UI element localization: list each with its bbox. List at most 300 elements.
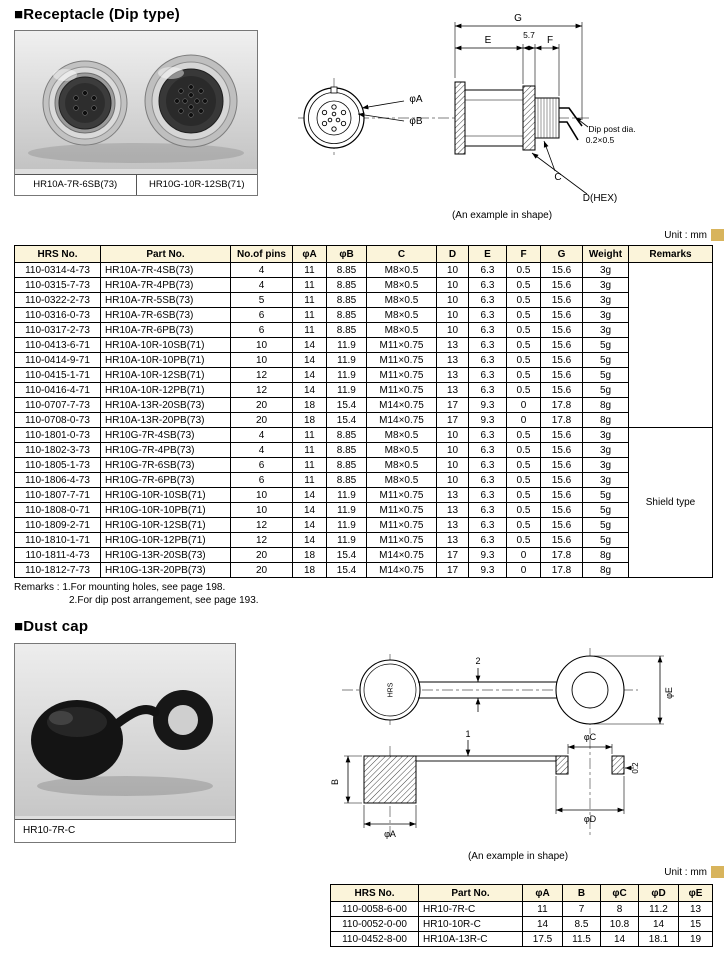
table-cell: 15.6 (541, 353, 583, 368)
table-cell: M11×0.75 (367, 383, 437, 398)
dip-posts (559, 108, 582, 140)
note-line-1: Remarks : 1.For mounting holes, see page 198. (14, 582, 226, 593)
table-cell: 15.6 (541, 368, 583, 383)
unit-row-dustcap (400, 866, 724, 878)
table-cell: 14 (293, 353, 327, 368)
table-cell: 8 (601, 902, 639, 917)
table-cell: 14 (523, 917, 563, 932)
table-cell: 9.3 (469, 413, 507, 428)
table-cell: 6.3 (469, 278, 507, 293)
table-cell: 4 (231, 278, 293, 293)
table-cell: 15.4 (327, 398, 367, 413)
table-row (15, 428, 713, 443)
table-row (15, 353, 713, 368)
table-cell: 13 (437, 533, 469, 548)
table-cell: 0 (507, 413, 541, 428)
table-cell: M8×0.5 (367, 293, 437, 308)
dustcap-section-title: ■Dust cap (14, 618, 89, 635)
table-cell: 0.5 (507, 458, 541, 473)
dip-post-note-line2: 0.2×0.5 (585, 135, 615, 145)
table-cell: 3g (583, 458, 629, 473)
table-cell: 17 (437, 398, 469, 413)
dim-label-d-hex: D(HEX) (582, 193, 618, 204)
dim-label-phi-d: φD (583, 814, 597, 824)
table-cell: 18 (293, 548, 327, 563)
table-cell: 15.6 (541, 263, 583, 278)
table-cell: M11×0.75 (367, 503, 437, 518)
column-header: B (563, 885, 601, 902)
table-cell: 18 (293, 398, 327, 413)
dim-label-g: G (514, 13, 522, 24)
table-cell: 14 (293, 338, 327, 353)
table-cell: 17 (437, 563, 469, 578)
table-cell: 6.3 (469, 488, 507, 503)
table-cell: 0.5 (507, 278, 541, 293)
table-cell: 10 (437, 428, 469, 443)
table-cell: 8.85 (327, 293, 367, 308)
column-header: φC (601, 885, 639, 902)
table-cell: 14 (293, 488, 327, 503)
dustcap-spec-table (330, 884, 713, 947)
table-cell: 0.5 (507, 308, 541, 323)
table-cell: 6.3 (469, 323, 507, 338)
table-cell: 13 (437, 518, 469, 533)
dustcap-side-view (330, 729, 640, 839)
table-cell: 10 (437, 473, 469, 488)
table-cell: 14 (639, 917, 679, 932)
note-line-2: 2.For dip post arrangement, see page 193. (69, 595, 259, 606)
table-cell: M11×0.75 (367, 368, 437, 383)
table-cell: 10 (437, 458, 469, 473)
table-cell: 15.6 (541, 338, 583, 353)
table-cell: HR10G-7R-6SB(73) (101, 458, 231, 473)
receptacle-front-view (304, 78, 364, 158)
table-cell: HR10G-7R-6PB(73) (101, 473, 231, 488)
table-cell: 10 (437, 263, 469, 278)
table-cell: HR10A-7R-4PB(73) (101, 278, 231, 293)
table-cell: 110-1807-7-71 (15, 488, 101, 503)
table-cell: 10 (231, 353, 293, 368)
table-row (331, 932, 713, 947)
table-cell: 11 (293, 278, 327, 293)
table-row (15, 518, 713, 533)
table-cell: 5g (583, 503, 629, 518)
table-cell: 14 (293, 368, 327, 383)
unit-label: Unit : mm (664, 229, 707, 241)
table-cell: M11×0.75 (367, 353, 437, 368)
dustcap-drawing (328, 638, 708, 848)
table-cell: 5g (583, 383, 629, 398)
table-cell: 0.5 (507, 368, 541, 383)
table-cell: 0.5 (507, 428, 541, 443)
table-cell: 110-0316-0-73 (15, 308, 101, 323)
table-cell: 110-0314-4-73 (15, 263, 101, 278)
table-cell: 0.5 (507, 293, 541, 308)
remarks-cell: Shield type (629, 428, 713, 578)
table-cell: HR10A-10R-12PB(71) (101, 383, 231, 398)
receptacle-notes (14, 581, 259, 607)
table-cell: 6.3 (469, 338, 507, 353)
table-cell: 0.5 (507, 383, 541, 398)
table-cell: 20 (231, 413, 293, 428)
table-cell: 18 (293, 413, 327, 428)
table-row (331, 902, 713, 917)
table-cell: 11.2 (639, 902, 679, 917)
table-cell: 17.8 (541, 548, 583, 563)
table-cell: 13 (437, 368, 469, 383)
dim-label-phi-a: φA (409, 94, 423, 105)
table-cell: 6.3 (469, 458, 507, 473)
table-cell: 17 (437, 413, 469, 428)
dim-label-e: E (484, 35, 492, 46)
table-row (15, 503, 713, 518)
table-cell: 9.3 (469, 398, 507, 413)
table-cell: 3g (583, 263, 629, 278)
receptacle-photo-captions (15, 174, 257, 195)
column-header: φA (523, 885, 563, 902)
table-cell: M11×0.75 (367, 338, 437, 353)
table-cell: 5g (583, 488, 629, 503)
table-cell: HR10A-7R-4SB(73) (101, 263, 231, 278)
table-cell: 11 (293, 293, 327, 308)
table-cell: 13 (437, 503, 469, 518)
table-cell: 110-1801-0-73 (15, 428, 101, 443)
table-cell: 8g (583, 563, 629, 578)
table-row (15, 293, 713, 308)
table-cell: HR10G-10R-12SB(71) (101, 518, 231, 533)
table-cell: HR10G-10R-10SB(71) (101, 488, 231, 503)
table-cell: 18 (293, 563, 327, 578)
table-cell: 110-0413-6-71 (15, 338, 101, 353)
table-cell: 4 (231, 428, 293, 443)
table-cell: 11 (293, 473, 327, 488)
table-cell: M8×0.5 (367, 278, 437, 293)
table-cell: 110-0052-0-00 (331, 917, 419, 932)
dim-label-f: F (546, 35, 554, 46)
table-cell: 17.8 (541, 413, 583, 428)
receptacle-spec-table (14, 245, 713, 578)
table-row (15, 278, 713, 293)
table-cell: 6.3 (469, 473, 507, 488)
table-cell: 15.4 (327, 548, 367, 563)
table-cell: 7 (563, 902, 601, 917)
table-cell: 11.9 (327, 338, 367, 353)
table-cell: 6.3 (469, 503, 507, 518)
table-cell: 4 (231, 443, 293, 458)
table-cell: 110-1802-3-73 (15, 443, 101, 458)
table-cell: 0.5 (507, 353, 541, 368)
table-cell: 14 (293, 503, 327, 518)
table-cell: 15.6 (541, 308, 583, 323)
table-row (15, 458, 713, 473)
table-cell: 6.3 (469, 353, 507, 368)
table-cell: 17.8 (541, 563, 583, 578)
table-cell: 11 (293, 428, 327, 443)
column-header: Weight (583, 246, 629, 263)
table-cell: 6.3 (469, 368, 507, 383)
table-cell: HR10A-10R-10SB(71) (101, 338, 231, 353)
column-header: F (507, 246, 541, 263)
table-cell: M11×0.75 (367, 488, 437, 503)
table-cell: 12 (231, 518, 293, 533)
table-cell: 6.3 (469, 428, 507, 443)
table-cell: 15.6 (541, 293, 583, 308)
table-cell: 110-0414-9-71 (15, 353, 101, 368)
table-cell: 15.6 (541, 518, 583, 533)
table-cell: 11.9 (327, 353, 367, 368)
table-cell: 3g (583, 443, 629, 458)
table-cell: 14 (293, 383, 327, 398)
column-header: E (469, 246, 507, 263)
table-cell: 110-0707-7-73 (15, 398, 101, 413)
dip-post-note-line1: Dip post dia. (588, 124, 636, 134)
table-cell: M14×0.75 (367, 548, 437, 563)
table-cell: 110-0317-2-73 (15, 323, 101, 338)
table-cell: 10 (437, 293, 469, 308)
column-header: No.of pins (231, 246, 293, 263)
table-cell: 20 (231, 398, 293, 413)
table-cell: 6 (231, 308, 293, 323)
table-cell: 110-0315-7-73 (15, 278, 101, 293)
table-cell: 110-1812-7-73 (15, 563, 101, 578)
table-row (15, 443, 713, 458)
table-cell: 15.6 (541, 503, 583, 518)
table-cell: HR10A-7R-5SB(73) (101, 293, 231, 308)
dim-label-b: B (330, 778, 340, 786)
table-cell: 0.5 (507, 338, 541, 353)
table-cell: 20 (231, 563, 293, 578)
table-cell: M11×0.75 (367, 518, 437, 533)
table-cell: 3g (583, 308, 629, 323)
table-cell: 3g (583, 428, 629, 443)
table-cell: M8×0.5 (367, 428, 437, 443)
table-cell: 8.85 (327, 263, 367, 278)
table-row (15, 488, 713, 503)
table-cell: 11 (293, 263, 327, 278)
table-row (15, 473, 713, 488)
table-cell: M8×0.5 (367, 263, 437, 278)
table-cell: HR10A-7R-6PB(73) (101, 323, 231, 338)
table-row (15, 323, 713, 338)
dustcap-table-body (331, 902, 713, 947)
table-cell: 9.3 (469, 563, 507, 578)
dim-label-phi-b: φB (409, 116, 423, 127)
table-row (15, 413, 713, 428)
table-cell: 12 (231, 533, 293, 548)
table-cell: 11.9 (327, 383, 367, 398)
column-header: Part No. (419, 885, 523, 902)
table-cell: 8.85 (327, 428, 367, 443)
column-header: D (437, 246, 469, 263)
table-cell: M8×0.5 (367, 458, 437, 473)
table-cell: HR10-7R-C (419, 902, 523, 917)
table-cell: HR10-10R-C (419, 917, 523, 932)
table-cell: 15.4 (327, 413, 367, 428)
dustcap-photo (14, 643, 236, 843)
table-cell: 0.5 (507, 533, 541, 548)
table-cell: 8.85 (327, 473, 367, 488)
table-cell: 110-1811-4-73 (15, 548, 101, 563)
table-cell: 11.5 (563, 932, 601, 947)
dim-label-c: C (554, 172, 562, 183)
dim-label-phi-a2: φA (384, 829, 396, 839)
table-cell: 15.4 (327, 563, 367, 578)
table-cell: 110-0452-8-00 (331, 932, 419, 947)
table-row (15, 533, 713, 548)
table-cell: 110-0416-4-71 (15, 383, 101, 398)
table-row (15, 398, 713, 413)
dim-label-2: 2 (475, 656, 481, 666)
table-cell: 10 (437, 323, 469, 338)
table-cell: 17 (437, 548, 469, 563)
table-cell: 110-0058-6-00 (331, 902, 419, 917)
table-cell: 8g (583, 548, 629, 563)
table-cell: 10 (437, 443, 469, 458)
table-cell: HR10G-13R-20SB(73) (101, 548, 231, 563)
table-cell: 0.5 (507, 518, 541, 533)
table-cell: 4 (231, 263, 293, 278)
table-cell: 17.8 (541, 398, 583, 413)
table-row (15, 308, 713, 323)
table-cell: HR10A-7R-6SB(73) (101, 308, 231, 323)
column-header: φE (679, 885, 713, 902)
dim-label-phi-e: φE (664, 687, 674, 699)
table-cell: 3g (583, 293, 629, 308)
table-row (15, 383, 713, 398)
receptacle-drawing-caption: (An example in shape) (451, 210, 553, 221)
table-cell: M8×0.5 (367, 308, 437, 323)
table-cell: M14×0.75 (367, 563, 437, 578)
table-cell: 5g (583, 518, 629, 533)
unit-tab-marker (711, 229, 724, 241)
connector-photo-right (145, 55, 237, 147)
table-cell: 11.9 (327, 488, 367, 503)
table-cell: M8×0.5 (367, 323, 437, 338)
column-header: HRS No. (331, 885, 419, 902)
table-cell: 11 (293, 458, 327, 473)
receptacle-photo-image (15, 31, 257, 174)
table-cell: 5g (583, 368, 629, 383)
table-cell: HR10G-7R-4SB(73) (101, 428, 231, 443)
table-cell: 0.5 (507, 263, 541, 278)
table-cell: 17.5 (523, 932, 563, 947)
table-cell: 11 (293, 308, 327, 323)
table-cell: 15.6 (541, 278, 583, 293)
table-cell: 15.6 (541, 473, 583, 488)
unit-row-receptacle (400, 229, 724, 241)
dim-label-phi-c: φC (583, 732, 597, 742)
column-header: G (541, 246, 583, 263)
table-cell: 19 (679, 932, 713, 947)
table-cell: M14×0.75 (367, 398, 437, 413)
dim-label-0-2: 0.2 (631, 762, 640, 774)
table-cell: 9.3 (469, 548, 507, 563)
table-cell: 3g (583, 473, 629, 488)
dustcap-drawing-caption: (An example in shape) (467, 851, 569, 862)
receptacle-photo-art (15, 31, 257, 169)
table-cell: 14 (601, 932, 639, 947)
table-cell: M8×0.5 (367, 443, 437, 458)
remarks-cell (629, 263, 713, 428)
table-cell: 11.9 (327, 503, 367, 518)
table-cell: 6.3 (469, 518, 507, 533)
table-cell: 8.85 (327, 443, 367, 458)
table-cell: 5 (231, 293, 293, 308)
table-cell: 6 (231, 323, 293, 338)
receptacle-table-body (15, 263, 713, 578)
table-cell: 3g (583, 323, 629, 338)
table-cell: 0.5 (507, 323, 541, 338)
column-header: HRS No. (15, 246, 101, 263)
table-cell: 0.5 (507, 473, 541, 488)
table-cell: 0.5 (507, 443, 541, 458)
table-cell: 10 (437, 278, 469, 293)
table-cell: 10 (231, 488, 293, 503)
table-cell: 8.85 (327, 308, 367, 323)
table-cell: 15.6 (541, 443, 583, 458)
receptacle-photo (14, 30, 258, 196)
table-cell: 15.6 (541, 488, 583, 503)
table-header-row (15, 246, 713, 263)
cap-marking-hrs: HRS (387, 682, 395, 698)
table-cell: 6.3 (469, 383, 507, 398)
table-cell: 110-1809-2-71 (15, 518, 101, 533)
column-header: Remarks (629, 246, 713, 263)
table-cell: 10.8 (601, 917, 639, 932)
table-cell: 13 (437, 488, 469, 503)
table-cell: 13 (679, 902, 713, 917)
table-cell: 15.6 (541, 428, 583, 443)
table-cell: 13 (437, 353, 469, 368)
table-cell: 110-0415-1-71 (15, 368, 101, 383)
table-cell: 11.9 (327, 518, 367, 533)
photo-caption-left: HR10A-7R-6SB(73) (33, 179, 118, 190)
table-cell: 14 (293, 518, 327, 533)
table-cell: 11 (293, 443, 327, 458)
table-cell: HR10A-10R-10PB(71) (101, 353, 231, 368)
column-header: φD (639, 885, 679, 902)
table-cell: 5g (583, 338, 629, 353)
table-cell: 110-1805-1-73 (15, 458, 101, 473)
table-cell: HR10G-10R-10PB(71) (101, 503, 231, 518)
unit-label: Unit : mm (664, 866, 707, 878)
table-row (15, 368, 713, 383)
table-cell: 6.3 (469, 308, 507, 323)
table-cell: 6 (231, 458, 293, 473)
table-cell: 6.3 (469, 293, 507, 308)
table-cell: 12 (231, 383, 293, 398)
table-cell: 11.9 (327, 533, 367, 548)
table-cell: 15.6 (541, 383, 583, 398)
table-cell: 11 (523, 902, 563, 917)
table-cell: 15 (679, 917, 713, 932)
table-cell: 110-1806-4-73 (15, 473, 101, 488)
table-cell: HR10A-13R-C (419, 932, 523, 947)
table-cell: 15.6 (541, 323, 583, 338)
table-cell: 0 (507, 563, 541, 578)
table-cell: 3g (583, 278, 629, 293)
table-cell: 8g (583, 413, 629, 428)
table-cell: 11.9 (327, 368, 367, 383)
table-cell: 0 (507, 548, 541, 563)
table-cell: 110-0322-2-73 (15, 293, 101, 308)
table-cell: 10 (231, 338, 293, 353)
table-cell: 110-0708-0-73 (15, 413, 101, 428)
table-cell: 8g (583, 398, 629, 413)
table-cell: HR10G-10R-12PB(71) (101, 533, 231, 548)
table-cell: 13 (437, 338, 469, 353)
column-header: φB (327, 246, 367, 263)
